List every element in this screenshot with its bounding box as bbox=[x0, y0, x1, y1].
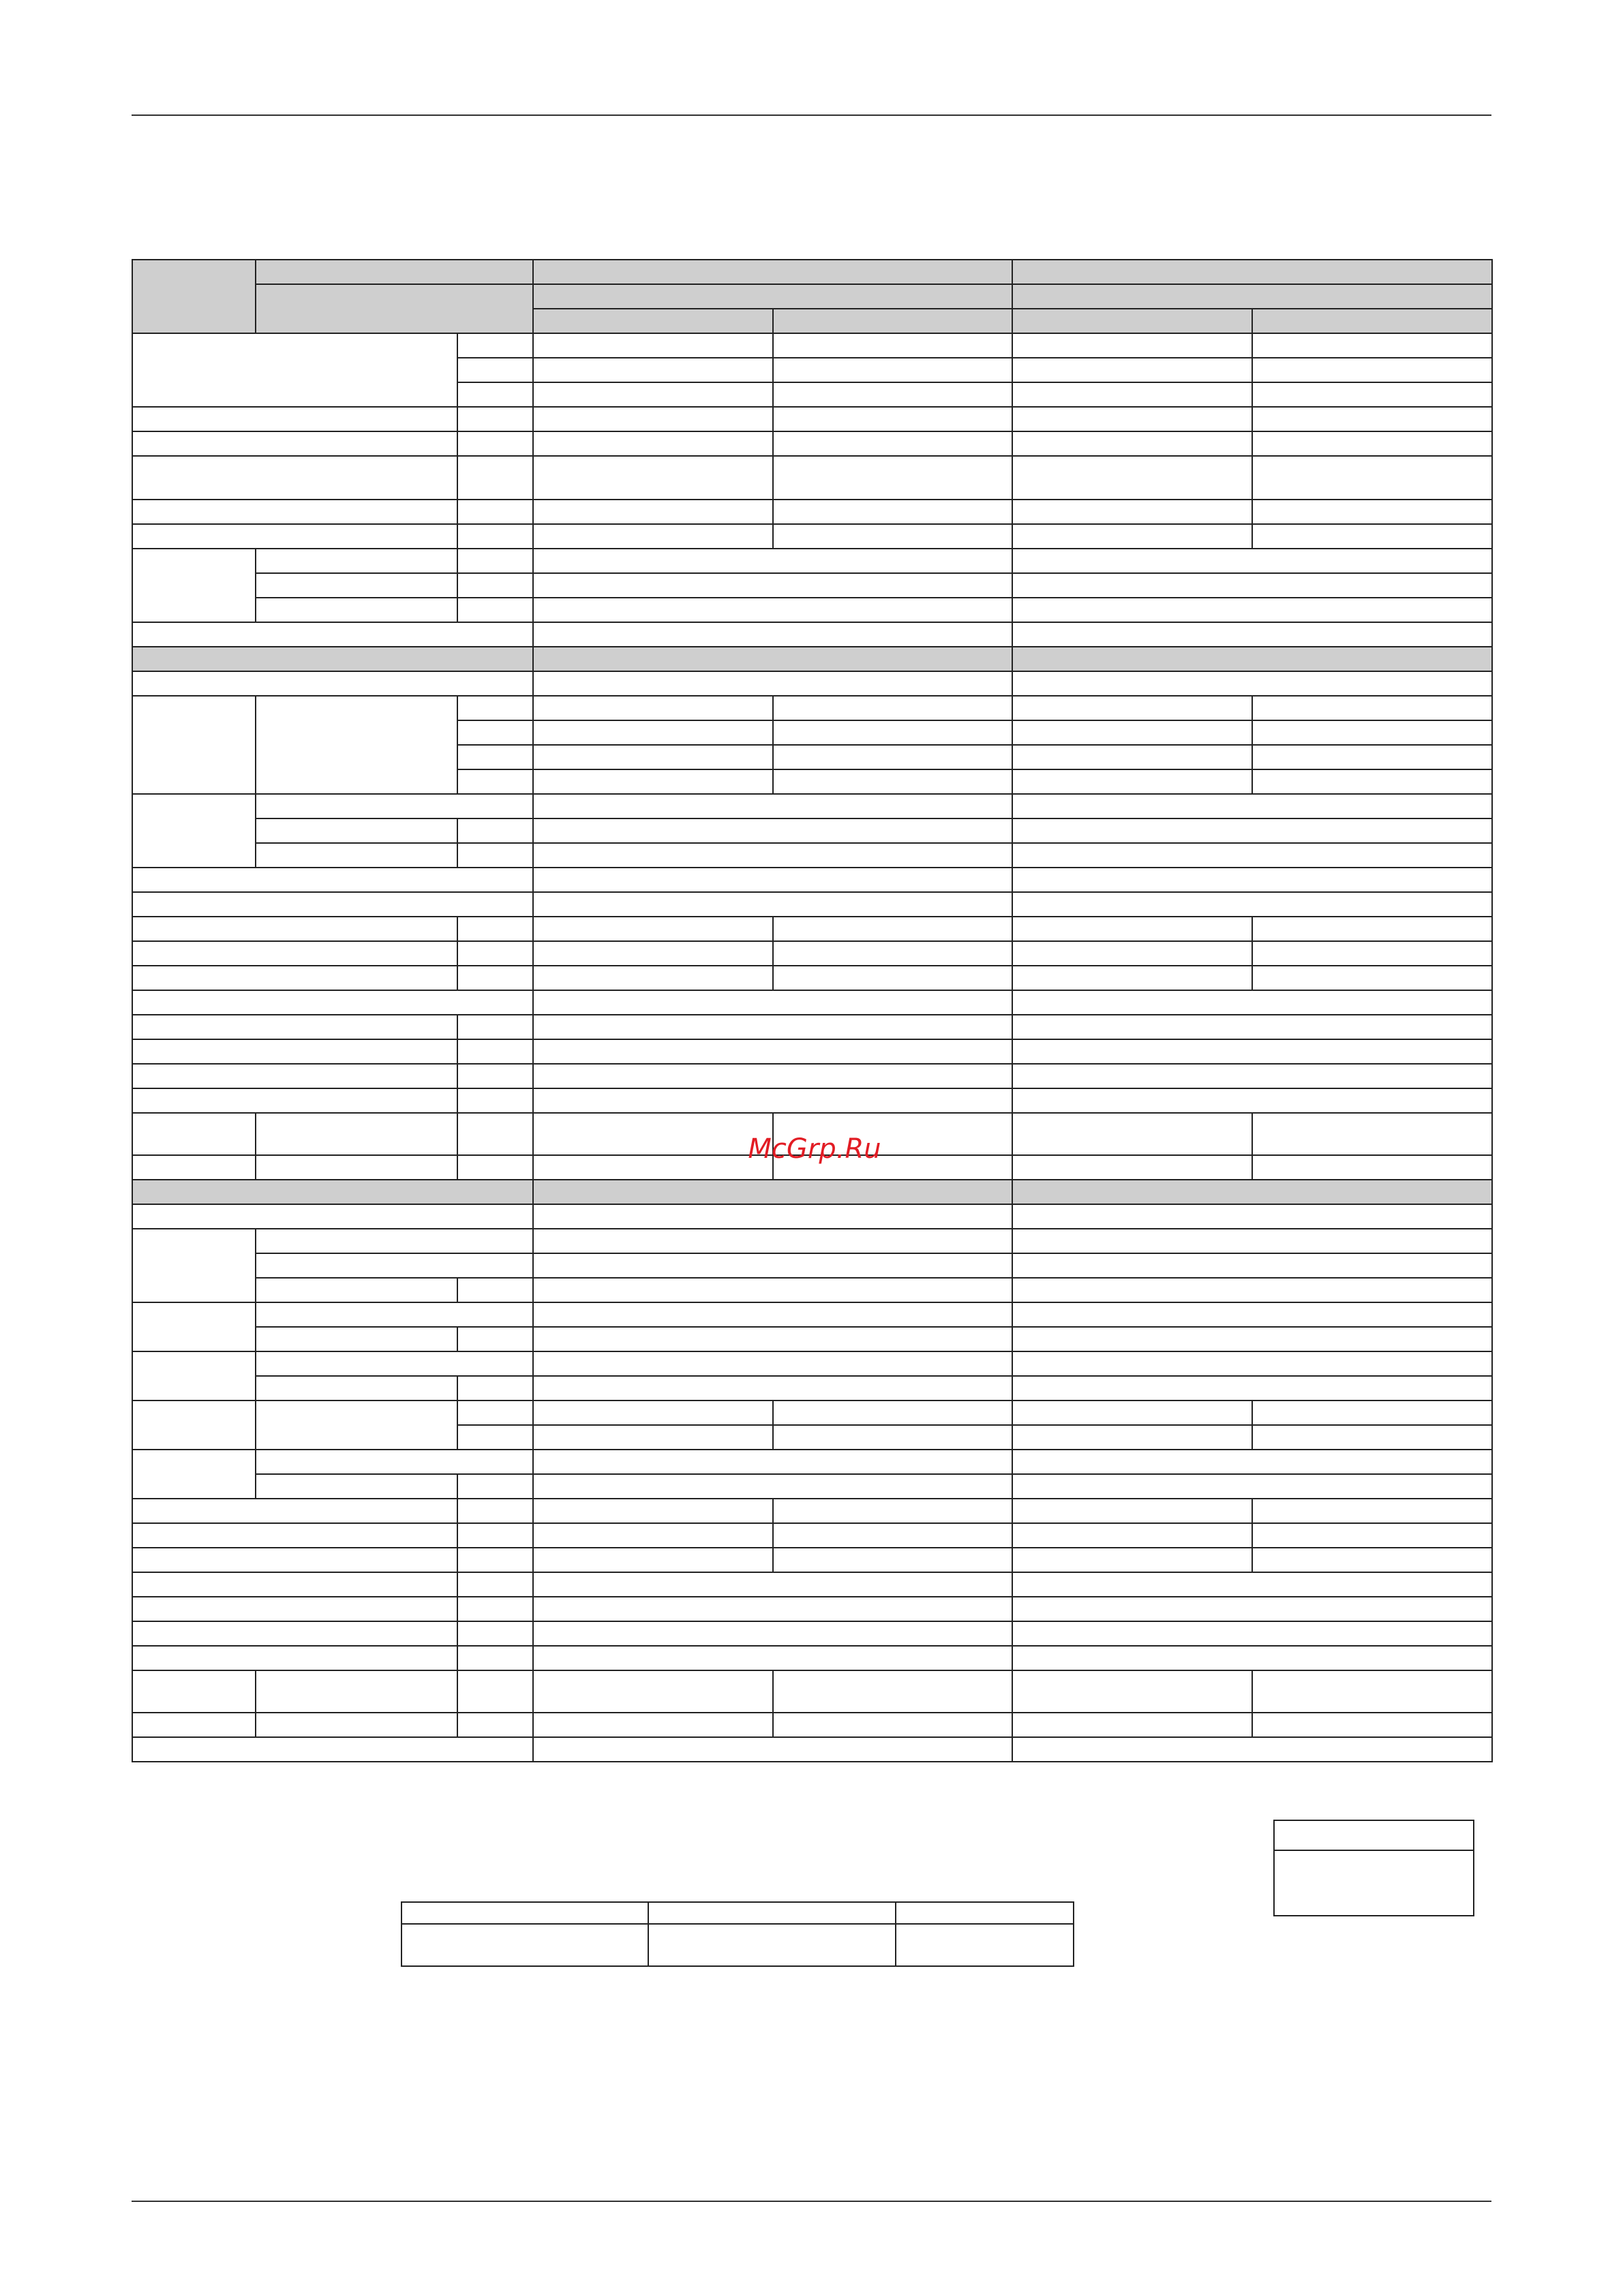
table-cell bbox=[457, 1154, 534, 1180]
table-cell bbox=[532, 818, 1013, 844]
table-cell bbox=[1012, 523, 1253, 549]
table-cell bbox=[1252, 1547, 1493, 1573]
table-cell bbox=[532, 1179, 1013, 1205]
table-cell bbox=[132, 1572, 458, 1597]
table-cell bbox=[1252, 499, 1493, 525]
table-cell bbox=[457, 769, 534, 795]
table-cell bbox=[532, 1088, 1013, 1114]
table-cell bbox=[532, 1277, 1013, 1303]
table-cell bbox=[1252, 1522, 1493, 1548]
table-cell bbox=[132, 695, 256, 795]
table-cell bbox=[457, 455, 534, 500]
table-cell bbox=[132, 1088, 458, 1114]
table-cell bbox=[132, 499, 458, 525]
small-table-cell bbox=[1274, 1850, 1474, 1916]
table-cell bbox=[532, 916, 774, 942]
table-cell bbox=[457, 842, 534, 868]
table-cell bbox=[1012, 1088, 1493, 1114]
table-cell bbox=[255, 284, 534, 334]
table-cell bbox=[772, 1547, 1013, 1573]
table-cell bbox=[772, 455, 1013, 500]
table-cell bbox=[132, 1670, 256, 1713]
small-table-cell bbox=[401, 1924, 648, 1966]
table-cell bbox=[532, 1228, 1013, 1254]
table-cell bbox=[1012, 1253, 1493, 1279]
small-table-cell bbox=[648, 1924, 895, 1966]
small-table-cell bbox=[896, 1924, 1074, 1966]
small-table-center bbox=[401, 1901, 1074, 1967]
table-cell bbox=[1012, 1400, 1253, 1426]
table-cell bbox=[1012, 916, 1253, 942]
table-cell bbox=[457, 1645, 534, 1671]
table-cell bbox=[255, 1712, 458, 1738]
table-cell bbox=[1012, 499, 1253, 525]
table-cell bbox=[532, 1736, 1013, 1762]
table-cell bbox=[772, 499, 1013, 525]
table-cell bbox=[1012, 940, 1253, 966]
table-cell bbox=[772, 916, 1013, 942]
table-cell bbox=[1252, 916, 1493, 942]
table-cell bbox=[772, 308, 1013, 334]
table-cell bbox=[1252, 1498, 1493, 1524]
table-cell bbox=[1252, 1400, 1493, 1426]
table-cell bbox=[532, 622, 1013, 647]
table-cell bbox=[532, 1596, 1013, 1622]
table-cell bbox=[532, 1498, 774, 1524]
table-cell bbox=[1252, 940, 1493, 966]
table-cell bbox=[457, 965, 534, 991]
table-cell bbox=[132, 990, 534, 1015]
table-cell bbox=[532, 1204, 1013, 1229]
table-cell bbox=[1012, 1572, 1493, 1597]
table-cell bbox=[132, 671, 534, 697]
table-cell bbox=[532, 523, 774, 549]
table-cell bbox=[1012, 357, 1253, 383]
table-cell bbox=[255, 1326, 458, 1352]
table-cell bbox=[132, 1449, 256, 1499]
table-cell bbox=[1252, 308, 1493, 334]
table-cell bbox=[532, 646, 1013, 672]
table-cell bbox=[457, 916, 534, 942]
table-cell bbox=[532, 720, 774, 746]
table-cell bbox=[457, 1596, 534, 1622]
table-cell bbox=[532, 695, 774, 721]
table-cell bbox=[772, 523, 1013, 549]
table-cell bbox=[1252, 333, 1493, 358]
table-cell bbox=[772, 695, 1013, 721]
table-cell bbox=[772, 1522, 1013, 1548]
table-cell bbox=[772, 333, 1013, 358]
small-table-cell bbox=[401, 1902, 648, 1924]
table-cell bbox=[532, 671, 1013, 697]
table-cell bbox=[132, 1179, 534, 1205]
table-cell bbox=[532, 1712, 774, 1738]
table-cell bbox=[772, 357, 1013, 383]
table-cell bbox=[772, 382, 1013, 408]
table-cell bbox=[532, 965, 774, 991]
table-cell bbox=[457, 1400, 534, 1426]
table-cell bbox=[1012, 1547, 1253, 1573]
table-cell bbox=[457, 1039, 534, 1065]
table-cell bbox=[1012, 1302, 1493, 1328]
table-cell bbox=[532, 744, 774, 770]
table-cell bbox=[457, 1088, 534, 1114]
table-cell bbox=[1012, 1228, 1493, 1254]
table-cell bbox=[255, 1154, 458, 1180]
table-cell bbox=[532, 1621, 1013, 1647]
table-cell bbox=[457, 1712, 534, 1738]
table-cell bbox=[532, 308, 774, 334]
table-cell bbox=[255, 1228, 534, 1254]
table-cell bbox=[772, 744, 1013, 770]
table-cell bbox=[532, 1351, 1013, 1377]
table-cell bbox=[1012, 1351, 1493, 1377]
table-cell bbox=[457, 818, 534, 844]
table-cell bbox=[457, 333, 534, 358]
table-cell bbox=[255, 1351, 534, 1377]
small-table-right bbox=[1273, 1820, 1474, 1916]
table-cell bbox=[1252, 1712, 1493, 1738]
table-cell bbox=[255, 548, 458, 574]
table-cell bbox=[1012, 744, 1253, 770]
table-cell bbox=[532, 990, 1013, 1015]
table-cell bbox=[1012, 695, 1253, 721]
table-cell bbox=[772, 1400, 1013, 1426]
table-cell bbox=[532, 1063, 1013, 1089]
table-cell bbox=[132, 1014, 458, 1040]
table-cell bbox=[132, 646, 534, 672]
table-cell bbox=[1012, 1645, 1493, 1671]
table-cell bbox=[1012, 842, 1493, 868]
table-cell bbox=[1012, 1424, 1253, 1450]
table-cell bbox=[255, 1473, 458, 1499]
table-cell bbox=[132, 406, 458, 432]
table-cell bbox=[532, 333, 774, 358]
table-cell bbox=[132, 259, 256, 334]
table-cell bbox=[457, 695, 534, 721]
table-cell bbox=[1012, 965, 1253, 991]
table-cell bbox=[132, 867, 534, 893]
table-cell bbox=[1012, 1277, 1493, 1303]
table-cell bbox=[1252, 1112, 1493, 1156]
table-cell bbox=[457, 1014, 534, 1040]
table-cell bbox=[457, 382, 534, 408]
table-cell bbox=[1252, 1154, 1493, 1180]
table-cell bbox=[457, 548, 534, 574]
table-cell bbox=[532, 940, 774, 966]
table-cell bbox=[457, 1375, 534, 1401]
table-cell bbox=[457, 1522, 534, 1548]
table-cell bbox=[457, 1473, 534, 1499]
table-cell bbox=[1012, 720, 1253, 746]
table-cell bbox=[532, 1572, 1013, 1597]
table-cell bbox=[532, 1473, 1013, 1499]
table-cell bbox=[255, 572, 458, 598]
table-cell bbox=[255, 695, 458, 795]
table-cell bbox=[1012, 1039, 1493, 1065]
table-cell bbox=[132, 622, 534, 647]
table-cell bbox=[457, 1326, 534, 1352]
table-cell bbox=[1012, 1179, 1493, 1205]
table-cell bbox=[1012, 1326, 1493, 1352]
table-cell bbox=[1012, 284, 1493, 309]
table-cell bbox=[132, 940, 458, 966]
table-cell bbox=[772, 720, 1013, 746]
table-cell bbox=[1012, 406, 1253, 432]
table-cell bbox=[772, 1670, 1013, 1713]
table-cell bbox=[1252, 965, 1493, 991]
table-cell bbox=[255, 793, 534, 819]
table-cell bbox=[457, 1547, 534, 1573]
table-cell bbox=[457, 1670, 534, 1713]
table-cell bbox=[1012, 769, 1253, 795]
table-cell bbox=[132, 1204, 534, 1229]
table-cell bbox=[132, 891, 534, 917]
table-cell bbox=[772, 1498, 1013, 1524]
table-cell bbox=[1012, 1204, 1493, 1229]
table-cell bbox=[1012, 548, 1493, 574]
table-cell bbox=[532, 1039, 1013, 1065]
table-cell bbox=[132, 1736, 534, 1762]
table-cell bbox=[1012, 455, 1253, 500]
small-table-cell bbox=[896, 1902, 1074, 1924]
table-cell bbox=[1252, 357, 1493, 383]
table-cell bbox=[457, 523, 534, 549]
table-cell bbox=[457, 572, 534, 598]
table-cell bbox=[457, 1424, 534, 1450]
table-cell bbox=[1252, 769, 1493, 795]
table-cell bbox=[132, 1302, 256, 1352]
table-cell bbox=[532, 382, 774, 408]
table-cell bbox=[532, 842, 1013, 868]
table-cell bbox=[1252, 1670, 1493, 1713]
table-cell bbox=[255, 259, 534, 285]
table-cell bbox=[132, 548, 256, 623]
table-cell bbox=[457, 1572, 534, 1597]
table-cell bbox=[1012, 597, 1493, 623]
table-cell bbox=[1012, 1449, 1493, 1475]
table-cell bbox=[772, 1712, 1013, 1738]
table-cell bbox=[132, 1112, 256, 1156]
table-cell bbox=[532, 1326, 1013, 1352]
table-cell bbox=[132, 1522, 458, 1548]
table-cell bbox=[132, 1645, 458, 1671]
table-cell bbox=[132, 523, 458, 549]
table-cell bbox=[132, 916, 458, 942]
table-cell bbox=[1252, 406, 1493, 432]
table-cell bbox=[457, 406, 534, 432]
table-cell bbox=[532, 1424, 774, 1450]
table-cell bbox=[132, 1154, 256, 1180]
table-cell bbox=[1012, 1712, 1253, 1738]
table-cell bbox=[255, 842, 458, 868]
table-cell bbox=[1252, 455, 1493, 500]
table-cell bbox=[1252, 720, 1493, 746]
table-cell bbox=[532, 431, 774, 457]
table-cell bbox=[532, 455, 774, 500]
small-table-cell bbox=[1274, 1820, 1474, 1850]
table-cell bbox=[132, 1351, 256, 1401]
table-cell bbox=[457, 1112, 534, 1156]
table-cell bbox=[772, 965, 1013, 991]
table-cell bbox=[1012, 622, 1493, 647]
table-cell bbox=[532, 548, 1013, 574]
table-cell bbox=[532, 1670, 774, 1713]
table-cell bbox=[772, 940, 1013, 966]
table-cell bbox=[255, 1277, 458, 1303]
table-cell bbox=[457, 431, 534, 457]
table-cell bbox=[1012, 1736, 1493, 1762]
table-cell bbox=[132, 1039, 458, 1065]
table-cell bbox=[532, 357, 774, 383]
table-cell bbox=[1012, 1498, 1253, 1524]
table-cell bbox=[532, 1302, 1013, 1328]
table-cell bbox=[1012, 1522, 1253, 1548]
table-cell bbox=[1012, 671, 1493, 697]
table-cell bbox=[772, 769, 1013, 795]
table-cell bbox=[255, 1400, 458, 1450]
table-cell bbox=[132, 333, 458, 408]
table-cell bbox=[1012, 259, 1493, 285]
table-cell bbox=[132, 431, 458, 457]
table-cell bbox=[532, 1014, 1013, 1040]
table-cell bbox=[532, 1400, 774, 1426]
table-cell bbox=[532, 1449, 1013, 1475]
table-cell bbox=[1012, 891, 1493, 917]
table-cell bbox=[532, 1645, 1013, 1671]
table-cell bbox=[1252, 1424, 1493, 1450]
table-cell bbox=[457, 357, 534, 383]
table-cell bbox=[1012, 867, 1493, 893]
table-cell bbox=[255, 1670, 458, 1713]
table-cell bbox=[132, 1621, 458, 1647]
table-cell bbox=[1012, 646, 1493, 672]
table-cell bbox=[457, 499, 534, 525]
table-cell bbox=[457, 1621, 534, 1647]
table-cell bbox=[532, 406, 774, 432]
table-cell bbox=[1012, 818, 1493, 844]
table-cell bbox=[457, 940, 534, 966]
table-cell bbox=[532, 867, 1013, 893]
table-cell bbox=[1012, 1473, 1493, 1499]
table-cell bbox=[532, 1253, 1013, 1279]
table-cell bbox=[457, 1063, 534, 1089]
table-cell bbox=[1012, 1154, 1253, 1180]
table-cell bbox=[1012, 990, 1493, 1015]
small-table-cell bbox=[648, 1902, 895, 1924]
table-cell bbox=[1012, 1014, 1493, 1040]
table-cell bbox=[532, 284, 1013, 309]
table-cell bbox=[132, 455, 458, 500]
table-cell bbox=[772, 431, 1013, 457]
table-cell bbox=[1012, 1375, 1493, 1401]
table-cell bbox=[1012, 1596, 1493, 1622]
table-cell bbox=[1012, 1621, 1493, 1647]
table-cell bbox=[532, 572, 1013, 598]
table-cell bbox=[132, 1547, 458, 1573]
table-cell bbox=[1012, 431, 1253, 457]
table-cell bbox=[132, 1498, 458, 1524]
table-cell bbox=[255, 818, 458, 844]
table-cell bbox=[255, 1375, 458, 1401]
table-cell bbox=[255, 597, 458, 623]
table-cell bbox=[1252, 382, 1493, 408]
table-cell bbox=[132, 1228, 256, 1303]
table-cell bbox=[255, 1253, 534, 1279]
table-cell bbox=[1252, 431, 1493, 457]
table-cell bbox=[255, 1112, 458, 1156]
table-cell bbox=[457, 597, 534, 623]
table-cell bbox=[132, 1400, 256, 1450]
table-cell bbox=[255, 1449, 534, 1475]
table-cell bbox=[1252, 523, 1493, 549]
table-cell bbox=[132, 1596, 458, 1622]
table-cell bbox=[457, 744, 534, 770]
table-cell bbox=[532, 891, 1013, 917]
table-cell bbox=[532, 793, 1013, 819]
table-cell bbox=[1012, 793, 1493, 819]
table-cell bbox=[532, 259, 1013, 285]
table-cell bbox=[1012, 1670, 1253, 1713]
table-cell bbox=[772, 406, 1013, 432]
table-cell bbox=[457, 1277, 534, 1303]
table-cell bbox=[532, 499, 774, 525]
table-cell bbox=[772, 1424, 1013, 1450]
table-cell bbox=[132, 1063, 458, 1089]
table-cell bbox=[532, 1522, 774, 1548]
table-cell bbox=[1012, 572, 1493, 598]
table-cell bbox=[1012, 308, 1253, 334]
table-cell bbox=[532, 597, 1013, 623]
table-cell bbox=[1012, 1112, 1253, 1156]
table-cell bbox=[457, 720, 534, 746]
table-cell bbox=[1012, 1063, 1493, 1089]
table-cell bbox=[532, 769, 774, 795]
table-cell bbox=[532, 1375, 1013, 1401]
table-cell bbox=[1252, 695, 1493, 721]
table-cell bbox=[1012, 382, 1253, 408]
table-cell bbox=[132, 1712, 256, 1738]
table-cell bbox=[132, 793, 256, 868]
table-cell bbox=[255, 1302, 534, 1328]
table-cell bbox=[532, 1547, 774, 1573]
table-cell bbox=[132, 965, 458, 991]
watermark-text: McGrp.Ru bbox=[748, 1133, 881, 1165]
table-cell bbox=[457, 1498, 534, 1524]
table-cell bbox=[1252, 744, 1493, 770]
table-cell bbox=[1012, 333, 1253, 358]
